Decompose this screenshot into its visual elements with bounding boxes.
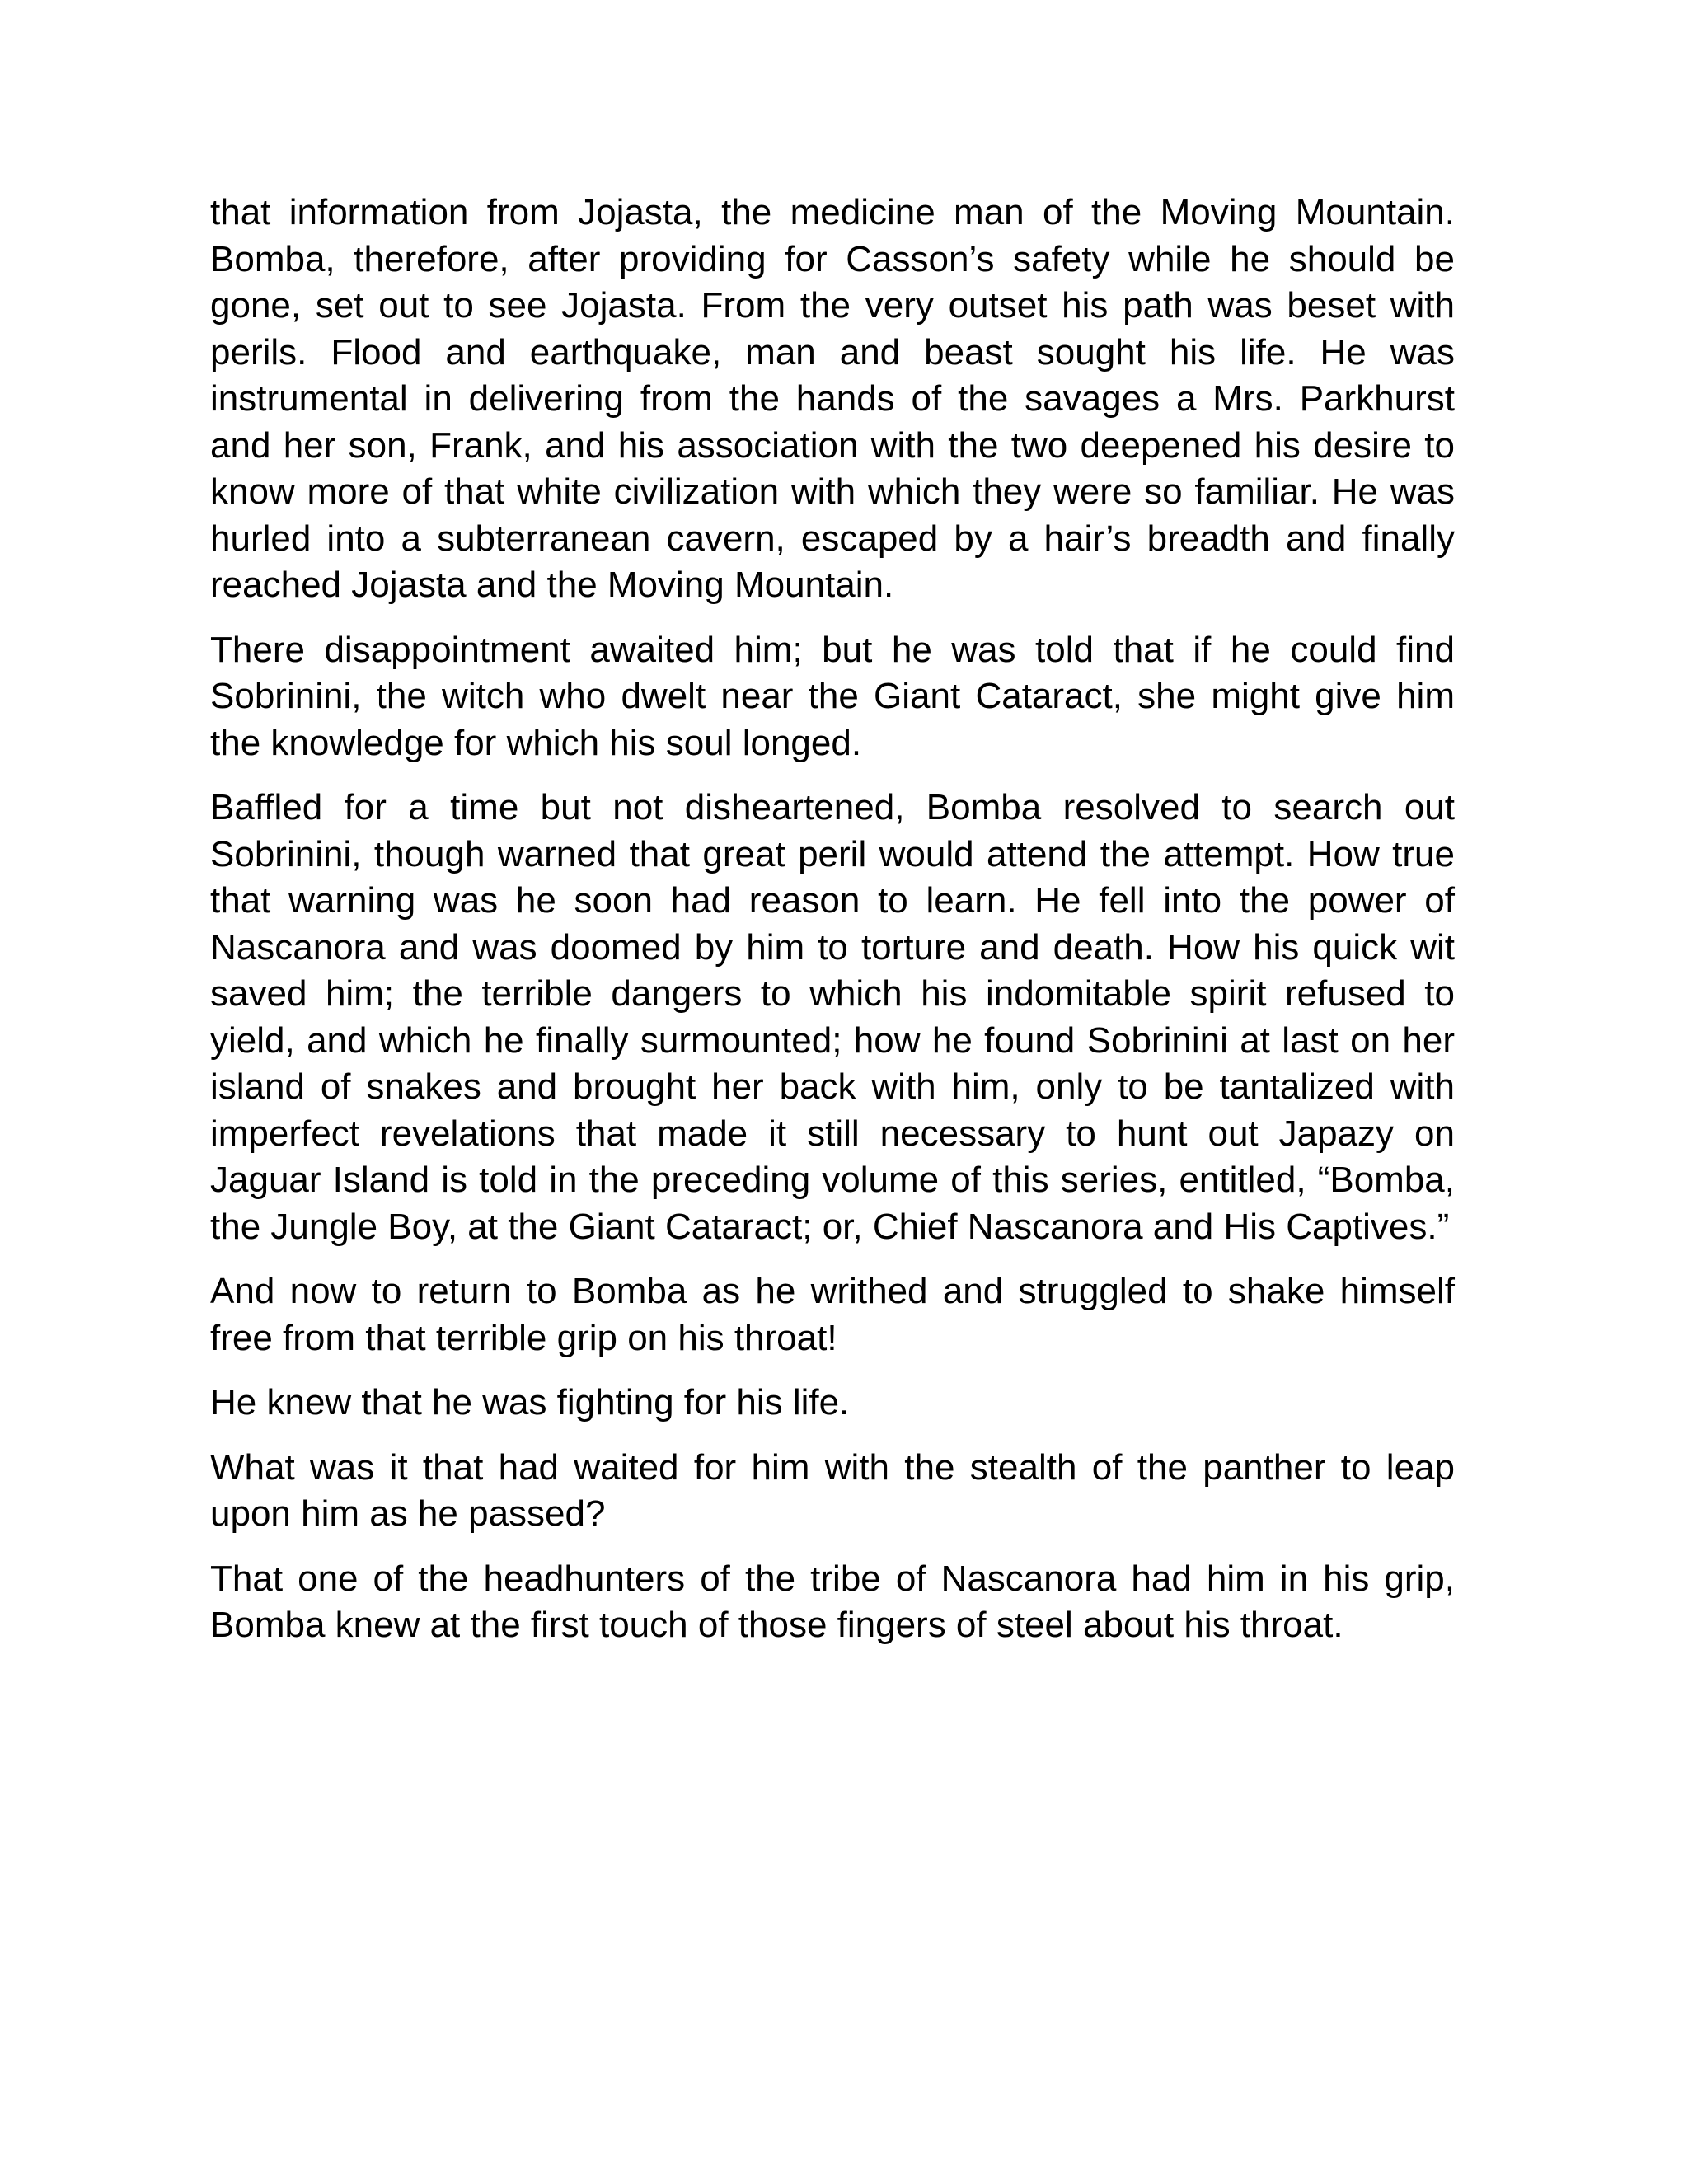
- paragraph-7: That one of the headhunters of the tribe of Nascanora had him in his grip, Bomba knew at the first touch of those fingers of steel about his throat.: [210, 1558, 1455, 1645]
- paragraph-2: There disappointment awaited him; but he was told that if he could find Sobrinini, the witch who dwelt near the Giant Cataract, she might give him the knowledge for which his soul longed.: [210, 629, 1455, 763]
- paragraph-4: And now to return to Bomba as he writhed and struggled to shake himself free from that terrible grip on his throat!: [210, 1271, 1455, 1358]
- document-page: [210, 190, 1455, 1667]
- paragraph-5: He knew that he was fighting for his life.: [210, 1382, 850, 1422]
- paragraph-6: What was it that had waited for him with the stealth of the panther to leap upon him as he passed?: [210, 1446, 1455, 1534]
- paragraph-3: Baffled for a time but not disheartened, Bomba resolved to search out Sobrinini, though warned that great peril would attend the attempt. How true that warning was he soon had reason to learn. He fell into the power of Nascanora and was doomed by him to torture and death. How his quick wit saved him; the terrible dangers to which his indomitable spirit refused to yield, and which he finally surmounted; how he found Sobrinini at last on her island of snakes and brought her back with him, only to be tantalized with imperfect revelations that made it still necessary to hunt out Japazy on Jaguar Island is told in the preceding volume of this series, entitled, “Bomba, the Jungle Boy, at the Giant Cataract; or, Chief Nascanora and His Captives.”: [210, 787, 1455, 1247]
- paragraph-1: that information from Jojasta, the medicine man of the Moving Mountain. Bomba, therefore, after providing for Casson’s safety while he should be gone, set out to see Jojasta. From the very outset his path was beset with perils. Flood and earthquake, man and beast sought his life. He was instrumental in delivering from the hands of the savages a Mrs. Parkhurst and her son, Frank, and his association with the two deepened his desire to know more of that white civilization with which they were so familiar. He was hurled into a subterranean cavern, escaped by a hair’s breadth and finally reached Jojasta and the Moving Mountain.: [210, 192, 1455, 605]
